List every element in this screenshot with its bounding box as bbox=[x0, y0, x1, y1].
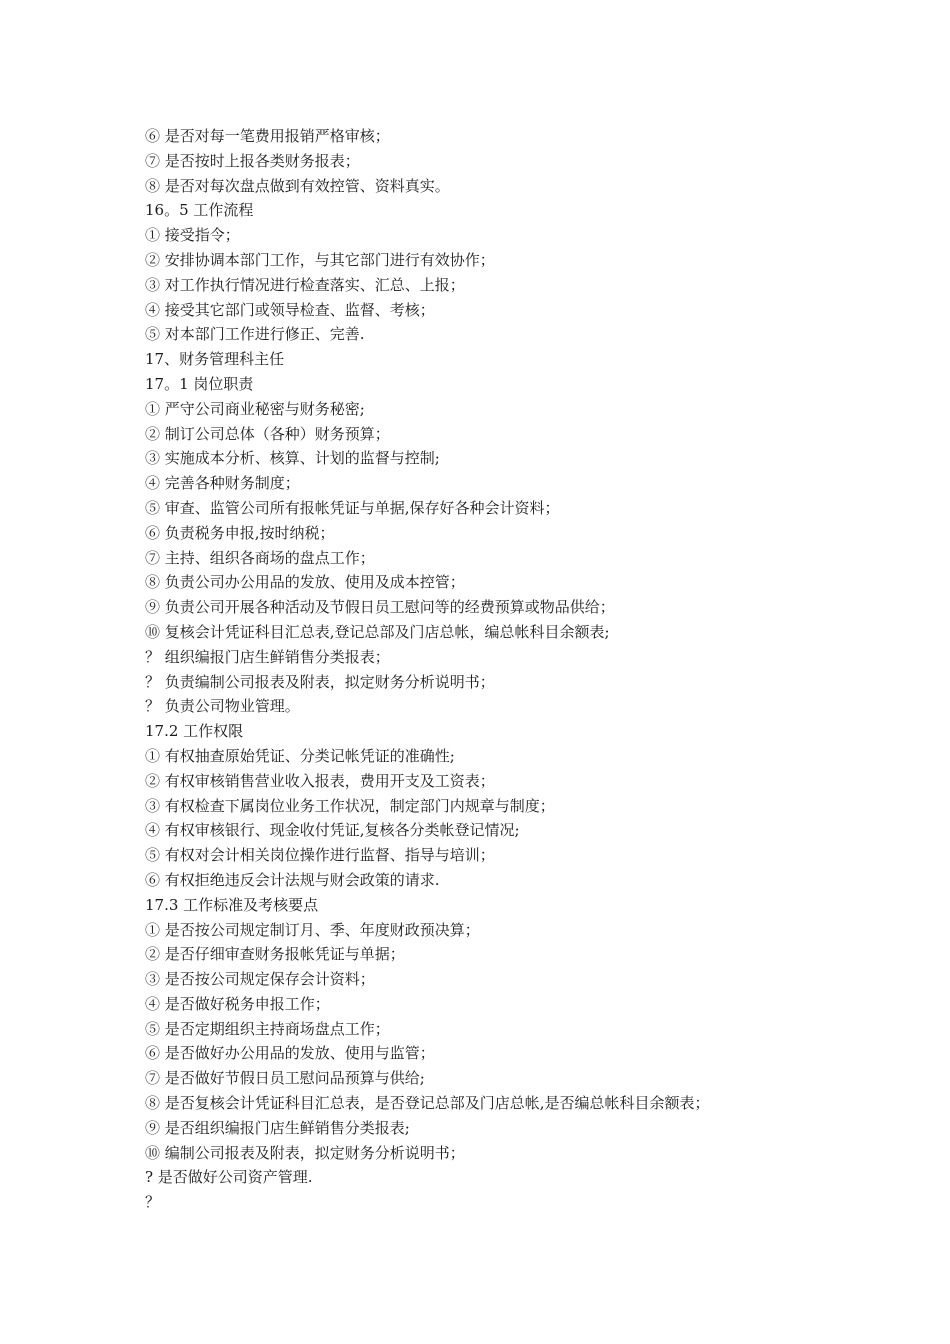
text-line: ② 有权审核销售营业收入报表，费用开支及工资表； bbox=[145, 771, 495, 790]
text-line: ⑨ 是否组织编报门店生鲜销售分类报表; bbox=[145, 1118, 410, 1137]
text-line: ⑤ 是否定期组织主持商场盘点工作； bbox=[145, 1019, 390, 1038]
text-line: ⑧ 负责公司办公用品的发放、使用及成本控管； bbox=[145, 573, 465, 592]
text-line: ⑤ 对本部门工作进行修正、完善. bbox=[145, 325, 365, 344]
text-line: ① 严守公司商业秘密与财务秘密; bbox=[145, 399, 365, 418]
text-line: ③ 有权检查下属岗位业务工作状况，制定部门内规章与制度； bbox=[145, 796, 555, 815]
text-line: ？ 组织编报门店生鲜销售分类报表； bbox=[145, 647, 390, 666]
text-line: ③ 对工作执行情况进行检查落实、汇总、上报； bbox=[145, 275, 465, 294]
section-heading: 17、财务管理科主任 bbox=[145, 350, 285, 369]
text-line: ? 是否做好公司资产管理. bbox=[145, 1168, 313, 1187]
text-line: ⑧ 是否复核会计凭证科目汇总表，是否登记总部及门店总帐,是否编总帐科目余额表； bbox=[145, 1094, 710, 1113]
text-line: ① 接受指令； bbox=[145, 226, 240, 245]
text-line: ⑨ 负责公司开展各种活动及节假日员工慰问等的经费预算或物品供给； bbox=[145, 598, 615, 617]
text-line: ⑩ 复核会计凭证科目汇总表,登记总部及门店总帐，编总帐科目余额表; bbox=[145, 622, 610, 641]
text-line: ⑤ 审查、监管公司所有报帐凭证与单据,保存好各种会计资料； bbox=[145, 498, 560, 517]
text-line: ⑧ 是否对每次盘点做到有效控管、资料真实。 bbox=[145, 176, 450, 195]
text-line: ③ 实施成本分析、核算、计划的监督与控制; bbox=[145, 449, 440, 468]
document-body bbox=[145, 124, 935, 1215]
text-line: ⑦ 主持、组织各商场的盘点工作； bbox=[145, 548, 375, 567]
text-line: ⑦ 是否做好节假日员工慰问品预算与供给; bbox=[145, 1069, 425, 1088]
text-line: ④ 接受其它部门或领导检查、监督、考核； bbox=[145, 300, 435, 319]
text-line: ？ 负责编制公司报表及附表，拟定财务分析说明书； bbox=[145, 672, 495, 691]
text-line: ⑥ 是否做好办公用品的发放、使用与监管； bbox=[145, 1044, 435, 1063]
section-heading: 16。5 工作流程 bbox=[145, 201, 254, 220]
text-line: ③ 是否按公司规定保存会计资料； bbox=[145, 970, 375, 989]
text-line: ⑥ 有权拒绝违反会计法规与财会政策的请求. bbox=[145, 870, 440, 889]
section-heading: 17。1 岗位职责 bbox=[145, 374, 254, 393]
text-line: ⑥ 是否对每一笔费用报销严格审核； bbox=[145, 127, 390, 145]
text-line: ⑦ 是否按时上报各类财务报表； bbox=[145, 151, 360, 170]
text-line: ② 制订公司总体（各种）财务预算； bbox=[145, 424, 390, 443]
text-line: ④ 完善各种财务制度； bbox=[145, 474, 300, 493]
text-line: ？ 负责公司物业管理。 bbox=[145, 697, 300, 716]
text-line: ① 有权抽查原始凭证、分类记帐凭证的准确性; bbox=[145, 746, 455, 765]
text-line: ② 是否仔细审查财务报帐凭证与单据； bbox=[145, 945, 405, 964]
section-heading: 17.3 工作标准及考核要点 bbox=[145, 895, 319, 914]
section-heading: 17.2 工作权限 bbox=[145, 722, 244, 741]
text-line: ① 是否按公司规定制订月、季、年度财政预决算； bbox=[145, 920, 480, 939]
text-line: ④ 有权审核银行、现金收付凭证,复核各分类帐登记情况; bbox=[145, 821, 520, 840]
text-line: ⑤ 有权对会计相关岗位操作进行监督、指导与培训； bbox=[145, 846, 495, 865]
text-line: ⑥ 负责税务申报,按时纳税； bbox=[145, 523, 335, 542]
text-line: ⑩ 编制公司报表及附表，拟定财务分析说明书； bbox=[145, 1143, 465, 1162]
text-line: ④ 是否做好税务申报工作； bbox=[145, 994, 330, 1013]
text-line: ？ bbox=[145, 1193, 161, 1212]
text-line: ② 安排协调本部门工作，与其它部门进行有效协作； bbox=[145, 250, 495, 269]
